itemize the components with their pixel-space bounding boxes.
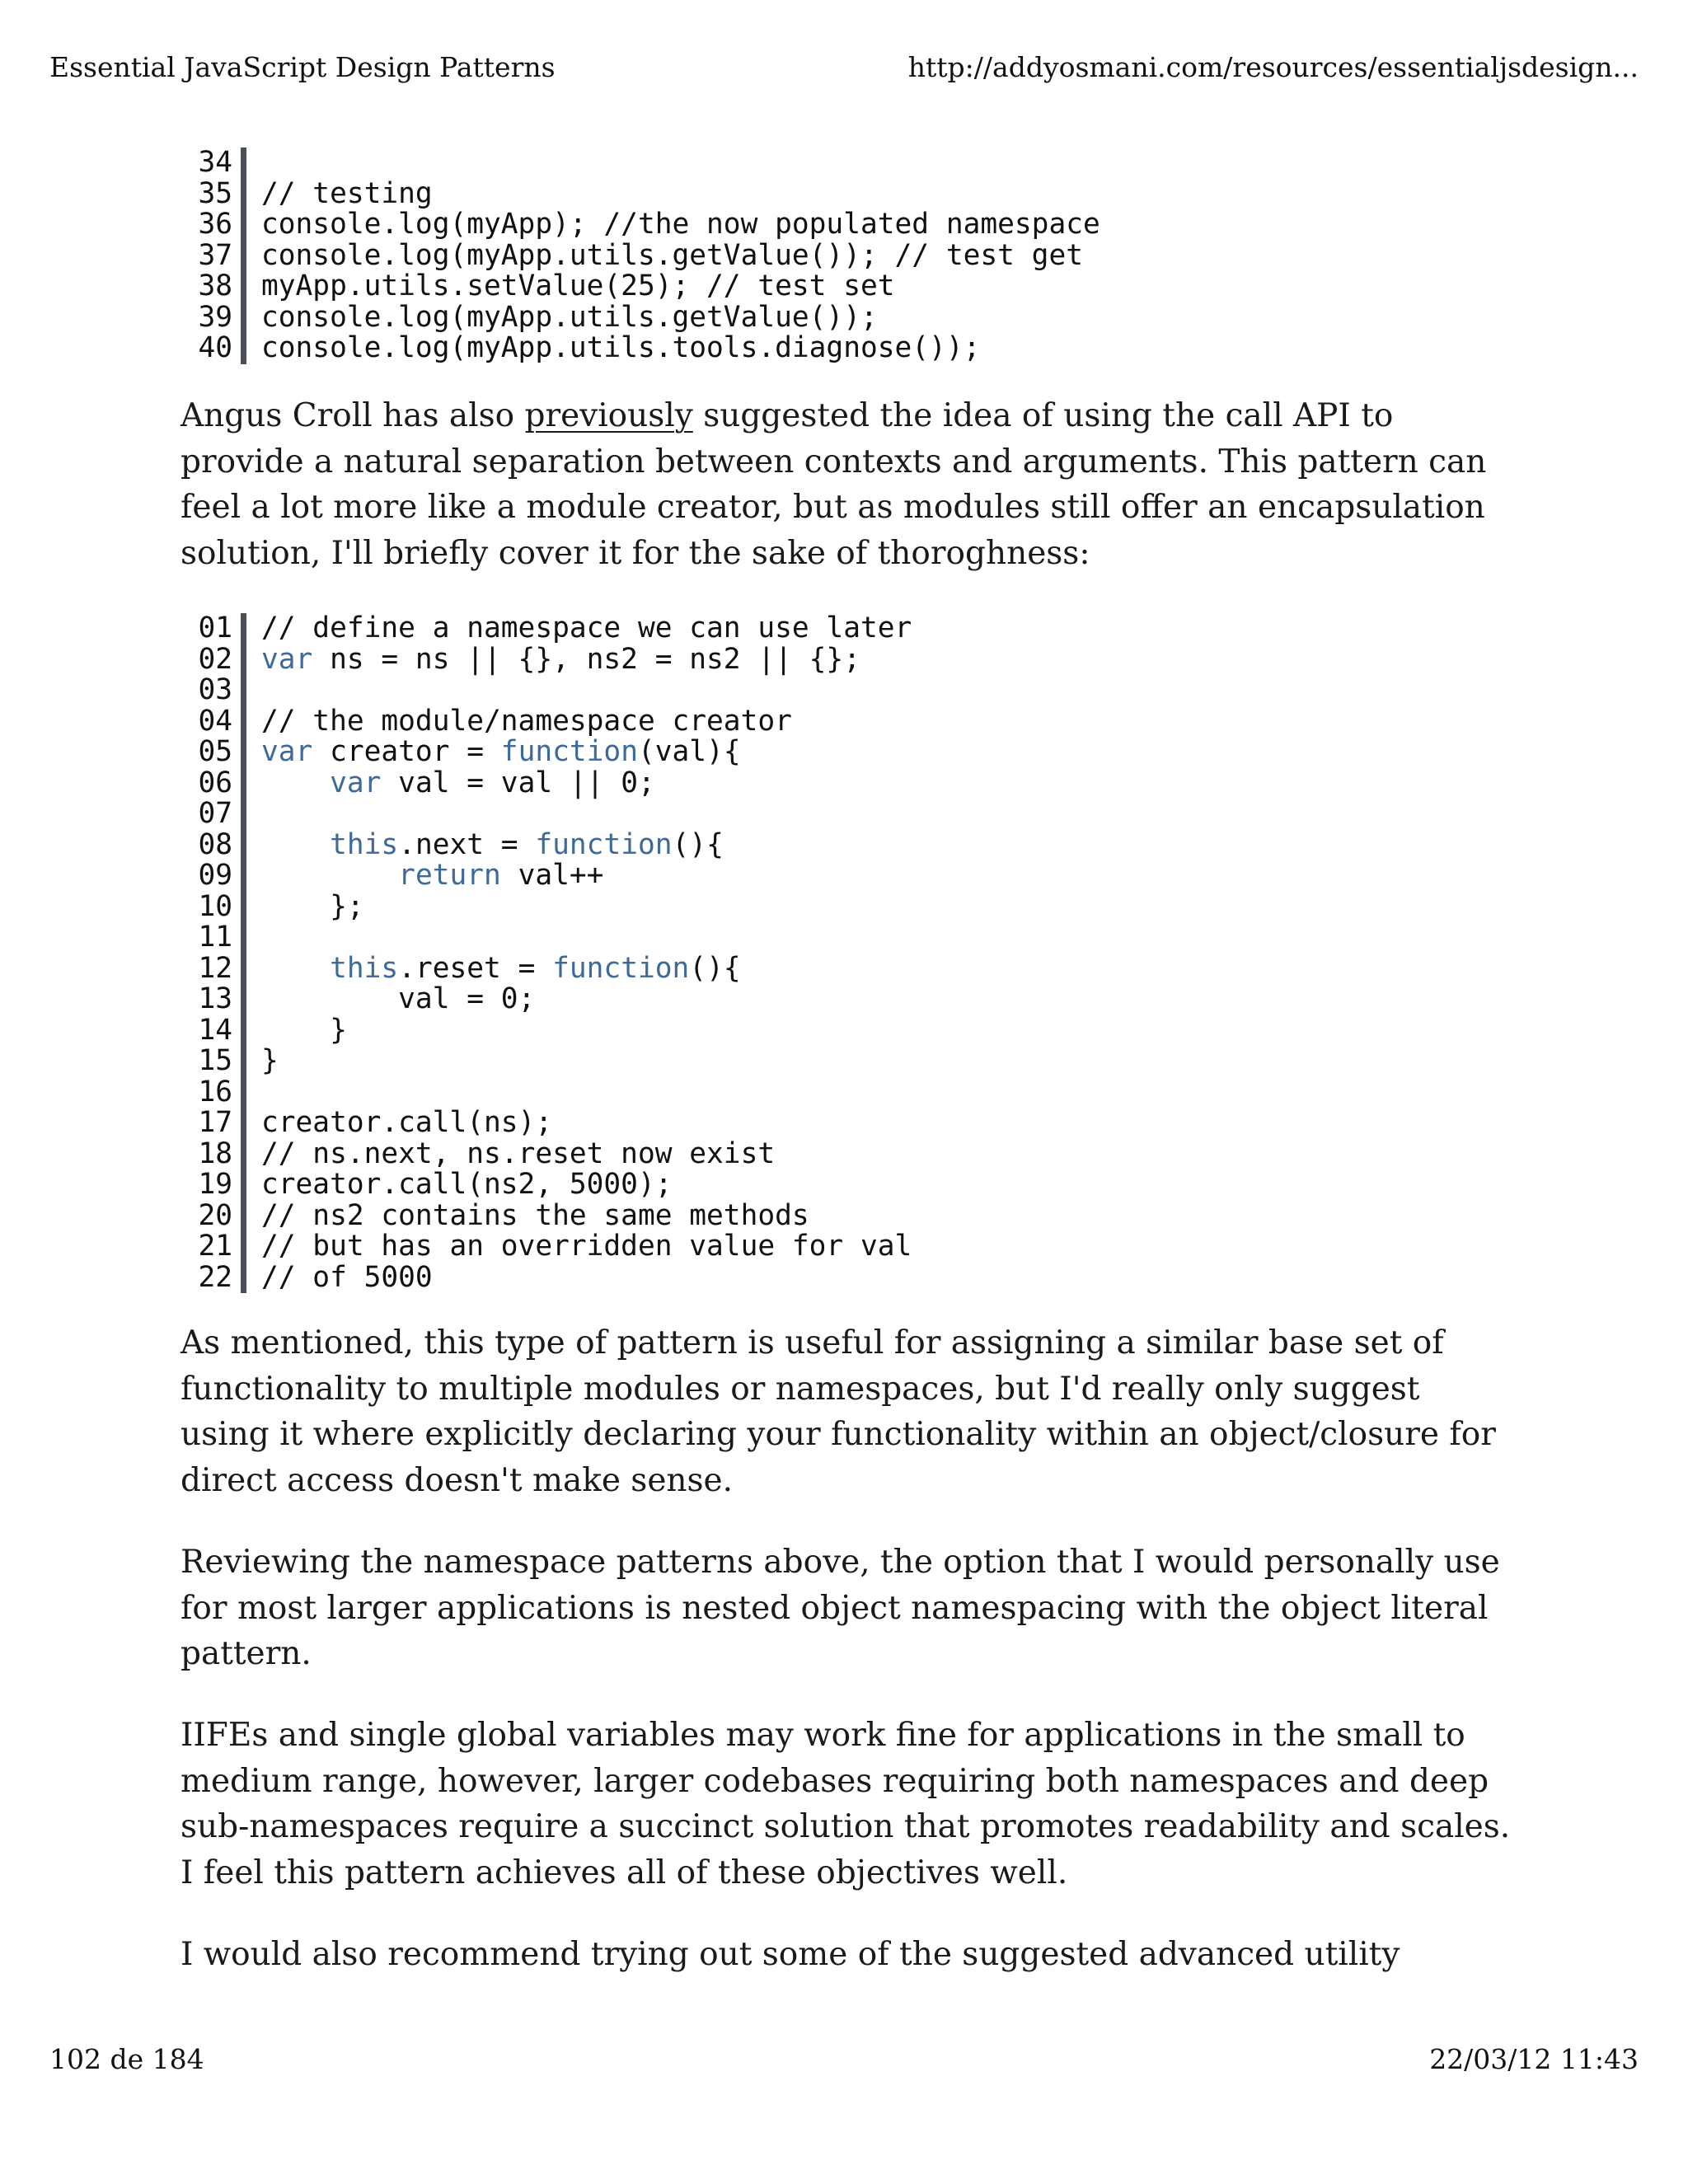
line-number: 16 — [190, 1077, 246, 1108]
line-number: 39 — [190, 302, 246, 334]
code-text — [246, 613, 912, 644]
code-line — [190, 333, 1100, 364]
code-text — [246, 1015, 347, 1047]
code-token: console.log(myApp); //the now populated namespace — [261, 208, 1100, 241]
code-line — [190, 1169, 912, 1201]
code-token: // of 5000 — [261, 1260, 433, 1294]
line-number: 19 — [190, 1169, 246, 1201]
line-number: 35 — [190, 179, 246, 210]
code-line — [190, 644, 912, 676]
line-number: 08 — [190, 830, 246, 861]
code-line — [190, 737, 912, 768]
code-token: (val){ — [637, 735, 741, 768]
code-line — [190, 1231, 912, 1263]
code-line — [190, 1077, 912, 1108]
code-text — [246, 889, 364, 923]
document-title: Essential JavaScript Design Patterns — [49, 51, 556, 83]
code-keyword: var — [330, 766, 382, 799]
code-text — [246, 176, 433, 210]
code-line — [190, 1108, 912, 1139]
code-text — [246, 1231, 912, 1263]
line-number: 36 — [190, 209, 246, 241]
code-token: } — [261, 1013, 347, 1047]
code-token: val = val || 0; — [381, 766, 655, 799]
code-text — [246, 737, 741, 768]
code-line — [190, 706, 912, 738]
code-text — [246, 644, 860, 676]
code-text — [246, 1108, 552, 1139]
code-keyword: this — [330, 827, 399, 861]
code-block-testing — [190, 148, 1100, 364]
code-token: .next = — [398, 827, 536, 861]
line-number: 20 — [190, 1201, 246, 1232]
code-line — [190, 613, 912, 644]
code-keyword: this — [330, 951, 399, 985]
paragraph-iifes: IIFEs and single global variables may work fine for applications in the small to medium range, however, larger codebases requiring both namespaces and deep sub-namespaces require a succinct solution that promotes readability and scales. I feel this pattern achieves all of these objectives well. — [181, 1717, 1511, 1891]
code-line — [190, 984, 912, 1015]
page-number: 102 de 184 — [49, 2043, 204, 2075]
line-number: 03 — [190, 675, 246, 706]
code-keyword: var — [261, 735, 313, 768]
code-token: console.log(myApp.utils.tools.diagnose()); — [261, 331, 981, 364]
code-token: // ns.next, ns.reset now exist — [261, 1137, 776, 1170]
line-number: 07 — [190, 799, 246, 830]
code-token: // ns2 contains the same methods — [261, 1198, 809, 1232]
page-header — [49, 51, 1639, 84]
code-text — [246, 706, 792, 738]
code-text — [246, 333, 980, 364]
code-text — [246, 951, 741, 985]
code-token: creator = — [312, 735, 501, 768]
code-keyword: function — [552, 951, 690, 985]
line-number: 10 — [190, 892, 246, 923]
previously-link[interactable]: previously — [524, 397, 693, 434]
line-number: 12 — [190, 954, 246, 985]
line-number: 22 — [190, 1263, 246, 1294]
code-token: creator.call(ns2, 5000); — [261, 1168, 673, 1201]
page-footer — [49, 2043, 1639, 2076]
line-number: 09 — [190, 860, 246, 892]
line-number: 15 — [190, 1046, 246, 1077]
document-url[interactable]: http://addyosmani.com/resources/essentialjsdesign... — [907, 51, 1639, 83]
code-line — [190, 675, 912, 706]
code-line — [190, 1198, 912, 1232]
code-text — [246, 238, 1083, 272]
code-line — [190, 768, 912, 799]
code-token: val = 0; — [261, 982, 536, 1015]
code-token: // define a namespace we can use later — [261, 612, 912, 644]
code-text — [246, 302, 878, 334]
code-line — [190, 1139, 912, 1170]
code-token: ns = ns || {}, ns2 = ns2 || {}; — [312, 642, 860, 676]
line-number: 34 — [190, 148, 246, 179]
code-text — [246, 1139, 775, 1170]
code-text — [246, 271, 895, 302]
paragraph-reviewing: Reviewing the namespace patterns above, the option that I would personally use for most larger applications is nested object namespacing with the object literal pattern. — [181, 1544, 1500, 1672]
code-token — [261, 859, 398, 892]
code-line — [190, 209, 1100, 241]
code-text — [246, 1046, 279, 1077]
code-token: creator.call(ns); — [261, 1106, 553, 1139]
paragraph-call-api — [181, 393, 1516, 576]
code-token: console.log(myApp.utils.getValue()); // test get — [261, 238, 1083, 272]
code-token — [261, 766, 330, 799]
line-number: 01 — [190, 613, 246, 644]
line-number: 21 — [190, 1231, 246, 1263]
code-token — [261, 952, 330, 985]
line-number: 05 — [190, 737, 246, 768]
code-token: val++ — [500, 859, 604, 892]
code-line — [190, 889, 912, 923]
code-text — [246, 1198, 809, 1232]
code-token: // testing — [261, 176, 433, 210]
code-text — [246, 1260, 433, 1294]
code-token: } — [261, 1044, 279, 1077]
code-token: console.log(myApp.utils.getValue()); — [261, 300, 878, 334]
code-text — [246, 984, 535, 1015]
code-line — [190, 238, 1100, 272]
paragraph-recommend: I would also recommend trying out some of the suggested advanced utility — [181, 1936, 1400, 1973]
code-token: myApp.utils.setValue(25); // test set — [261, 269, 895, 302]
code-keyword: function — [500, 735, 638, 768]
code-block-creator — [190, 613, 912, 1293]
code-keyword: var — [261, 642, 313, 676]
line-number: 14 — [190, 1015, 246, 1047]
line-number: 37 — [190, 241, 246, 272]
code-line — [190, 1260, 912, 1294]
code-text — [246, 799, 261, 830]
code-text — [246, 675, 261, 706]
code-token: (){ — [672, 827, 724, 861]
line-number: 13 — [190, 984, 246, 1015]
code-line — [190, 860, 912, 892]
line-number: 06 — [190, 768, 246, 799]
code-line — [190, 951, 912, 985]
code-token: (){ — [689, 951, 741, 985]
code-token: // but has an overridden value for val — [261, 1230, 912, 1263]
code-token: }; — [261, 889, 364, 923]
code-keyword: function — [535, 827, 673, 861]
code-text — [246, 1169, 673, 1201]
paragraph-text: Angus Croll has also — [181, 397, 525, 434]
code-text — [246, 148, 261, 179]
line-number: 17 — [190, 1108, 246, 1139]
code-line — [190, 302, 1100, 334]
code-line — [190, 922, 912, 954]
line-number: 38 — [190, 271, 246, 302]
code-line — [190, 1046, 912, 1077]
code-token: .reset = — [398, 951, 553, 985]
code-text — [246, 768, 655, 799]
code-text — [246, 860, 603, 892]
line-number: 18 — [190, 1139, 246, 1170]
paragraph-as-mentioned: As mentioned, this type of pattern is useful for assigning a similar base set of functionality to multiple modules or namespaces, but I'd really only suggest using it where explicitly declaring your functionality within an object/closure for direct access doesn't make sense. — [181, 1324, 1496, 1499]
line-number: 11 — [190, 922, 246, 954]
code-line — [190, 799, 912, 830]
code-line — [190, 1015, 912, 1047]
line-number: 04 — [190, 706, 246, 738]
code-text — [246, 922, 261, 954]
code-line — [190, 271, 1100, 302]
code-text — [246, 1077, 261, 1108]
code-text — [246, 209, 1100, 241]
code-token: // the module/namespace creator — [261, 704, 792, 738]
code-text — [246, 827, 724, 861]
code-token — [261, 828, 330, 861]
paragraph-text: suggested the idea of using the call API to provide a natural separation between contexts and arguments. This pattern can feel a lot more like a module creator, but as modules still offer an encapsulation solution, I'll briefly cover it for the sake of thoroghness: — [181, 397, 1487, 572]
line-number: 02 — [190, 644, 246, 676]
code-line — [190, 176, 1100, 210]
print-datetime: 22/03/12 11:43 — [1429, 2043, 1639, 2075]
line-number: 40 — [190, 333, 246, 364]
code-keyword: return — [398, 859, 501, 892]
code-line — [190, 827, 912, 861]
code-line — [190, 148, 1100, 179]
